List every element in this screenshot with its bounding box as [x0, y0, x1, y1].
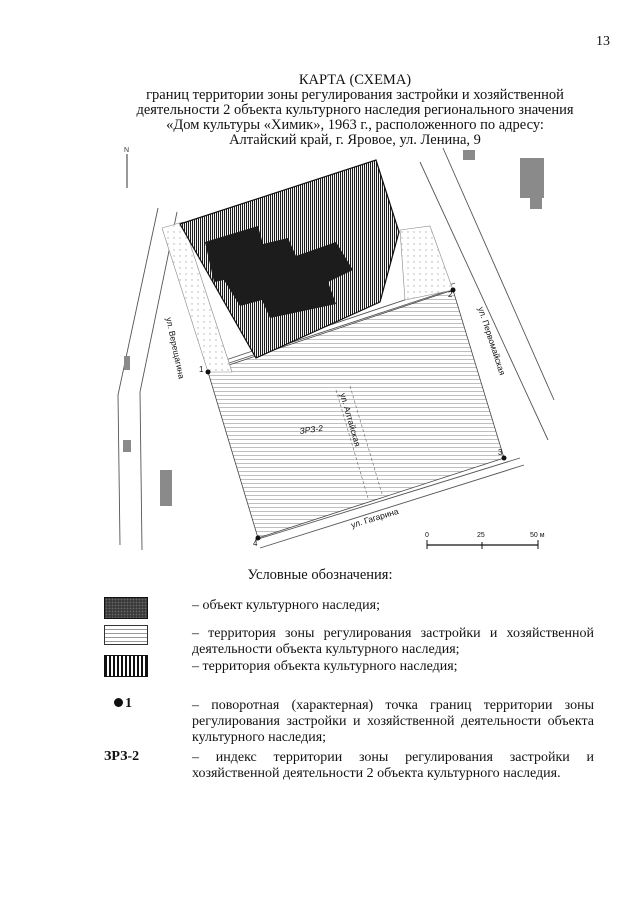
street-label-altayskaya: ул. Алтайская — [338, 391, 363, 448]
scale-label-zero: 0 — [425, 532, 429, 539]
zone-label: ЗРЗ-2 — [298, 422, 324, 436]
legend-swatch-regulation-zone — [104, 625, 148, 645]
legend-swatch-heritage-territory — [104, 655, 148, 677]
title-line: Алтайский край, г. Яровое, ул. Ленина, 9 — [229, 132, 481, 148]
site-map — [100, 140, 580, 560]
legend-text-regulation-zone: – территория зоны регулирования застройки и хозяйственной деятельности объекта культурного наследия; — [192, 626, 594, 657]
legend-text-turning-point: – поворотная (характерная) точка границ территории зоны регулирования застройки и хозяйственной деятельности объекта культурного наследия; — [192, 698, 594, 745]
zone-right-area — [400, 226, 453, 300]
point-label-2: 2 — [448, 290, 453, 299]
street-label-gagarina: ул. Гагарина — [349, 505, 400, 530]
title-line: «Дом культуры «Химик», 1963 г., расположенного по адресу: — [166, 117, 544, 133]
street-label-vereshchagina: ул. Верещагина — [164, 316, 187, 380]
title-line: деятельности 2 объекта культурного наследия регионального значения — [136, 102, 574, 118]
title-line: границ территории зоны регулирования застройки и хозяйственной — [146, 87, 564, 103]
scale-label-end: 50 м — [530, 532, 545, 539]
turning-point-1 — [206, 370, 211, 375]
page-number: 13 — [596, 34, 610, 49]
map-title — [100, 73, 610, 148]
scale-bar — [425, 532, 545, 549]
point-label-3: 3 — [498, 448, 503, 457]
legend-symbol-point-number: 1 — [125, 696, 132, 711]
north-label: N — [124, 147, 130, 154]
legend-symbol-zone-index: ЗРЗ-2 — [104, 749, 140, 764]
legend-symbol-turning-point — [114, 696, 132, 712]
legend-text-zone-index: – индекс территории зоны регулирования застройки и хозяйственной деятельности 2 объекта культурного наследия. — [192, 750, 594, 781]
legend-heading: Условные обозначения: — [247, 567, 393, 583]
title-line: КАРТА (СХЕМА) — [298, 72, 412, 88]
legend-text-heritage-territory: – территория объекта культурного наследия; — [192, 659, 458, 674]
scale-label-mid: 25 — [477, 532, 485, 539]
legend-text-heritage-object: – объект культурного наследия; — [192, 598, 380, 613]
north-arrow-icon — [124, 147, 129, 188]
legend-swatch-heritage-object — [104, 597, 148, 619]
street-label-pervomayskaya: ул. Первомайская — [476, 305, 508, 377]
point-label-4: 4 — [253, 539, 258, 548]
turning-point-icon — [114, 698, 123, 707]
point-label-1: 1 — [199, 365, 204, 374]
